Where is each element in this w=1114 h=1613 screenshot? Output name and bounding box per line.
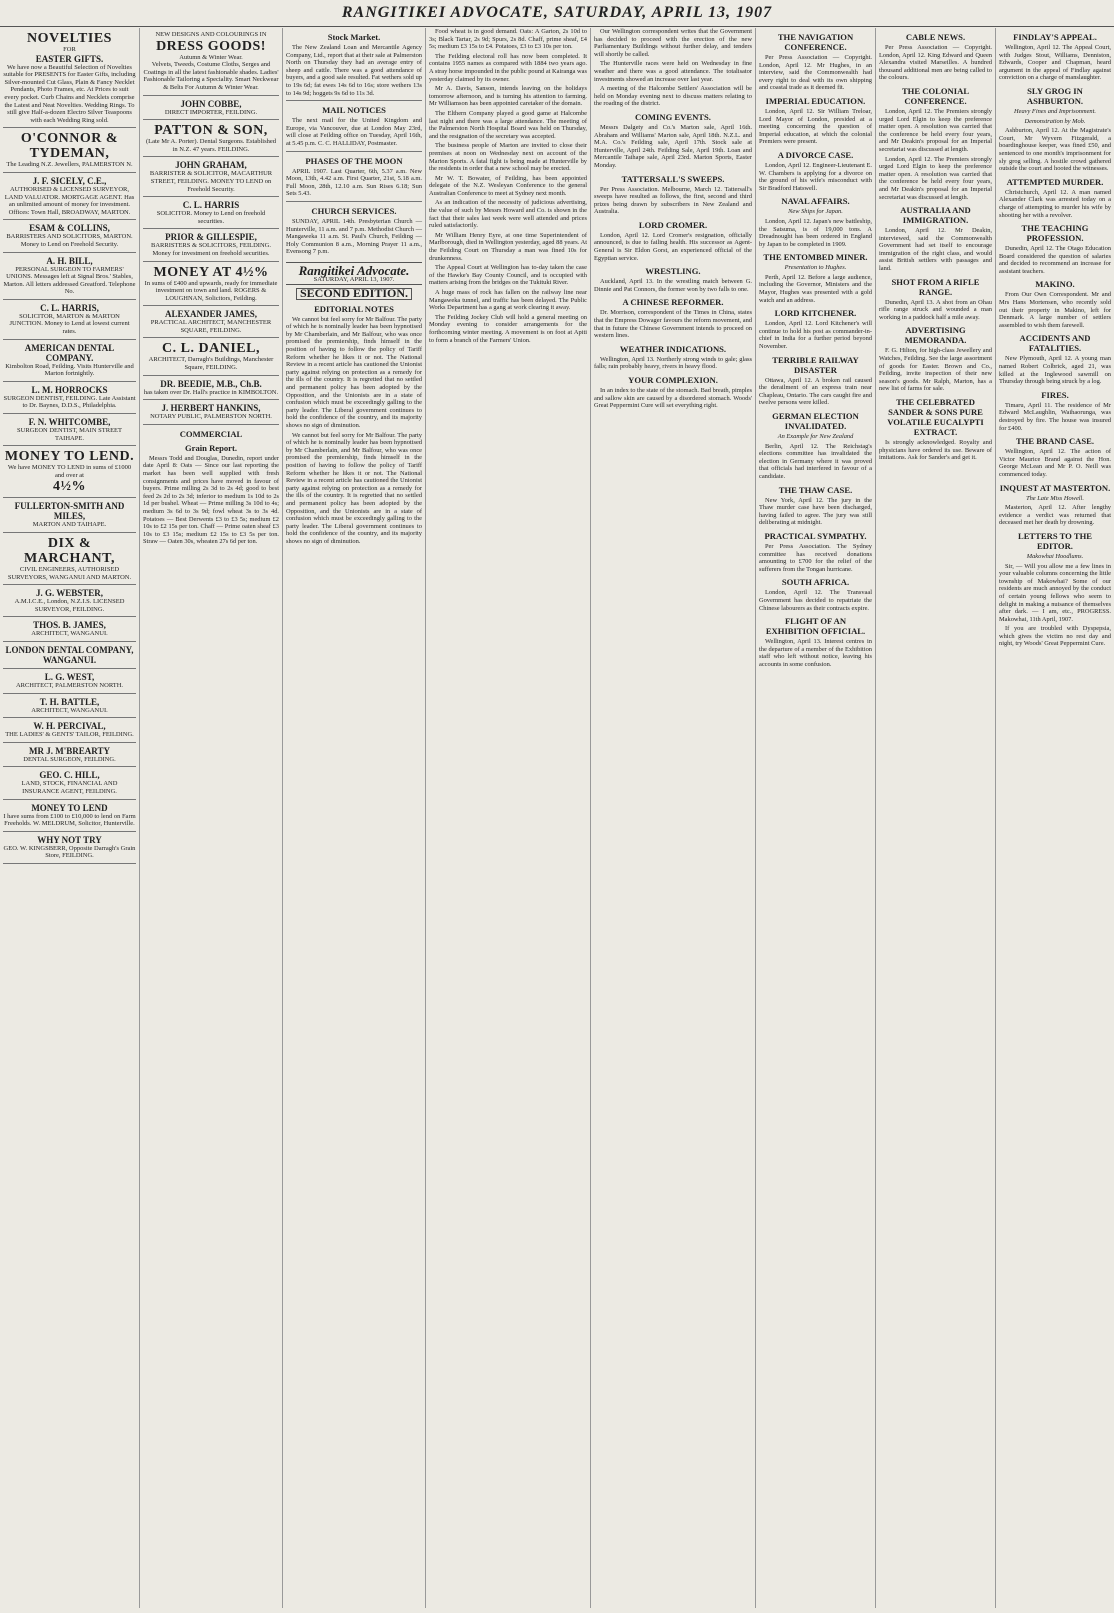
ad-west <box>3 669 136 694</box>
ad-title: J. F. SICELY, C.E., <box>32 175 107 186</box>
ad-body: The Leading N.Z. Jewellers, PALMERSTON N. <box>6 161 133 169</box>
ad-percival <box>3 718 136 743</box>
article-body: Per Press Association — Copyright. London, April 12. King Edward and Queen Alexandra visited Marseilles. A hundred thousand additional men are being called to the colours. <box>879 44 992 82</box>
section-heading: YOUR COMPLEXION. <box>628 375 718 385</box>
section-subheading: The Late Miss Howell. <box>1026 494 1084 502</box>
ad-title: LONDON DENTAL COMPANY, WANGANUI. <box>5 644 134 665</box>
newspaper-nameplate: Rangitikei Advocate. <box>286 262 422 275</box>
ad-title: A. H. BILL, <box>46 255 93 266</box>
ad-fullerton-smith <box>3 498 136 533</box>
column-5 <box>591 28 756 1608</box>
article-body: Mr William Henry Eyre, at one time Superintendent of Marlborough, died in Wellington yesterday, aged 88 years. At the Feilding Court on Thursday a man was fined 10s for drunkenness. <box>429 231 587 262</box>
section-heading: THE NAVIGATION CONFERENCE. <box>777 32 854 52</box>
ad-subtitle: FOR <box>63 46 76 53</box>
section-heading: THE ENTOMBED MINER. <box>763 252 868 263</box>
article-body: The Feilding Jockey Club will hold a general meeting on Monday evening to consider arrangements for the forthcoming winter meeting. A movement is on foot at Apiti to form a branch of the Farmers' Union. <box>429 313 587 344</box>
section-heading: ATTEMPTED MURDER. <box>1006 176 1104 187</box>
article-body: If you are troubled with Dyspepsia, which gives the victim no rest day and night, try Woods' Great Peppermint Cure. <box>999 625 1111 648</box>
divider <box>286 151 422 152</box>
masthead <box>0 0 1114 27</box>
section-heading: GERMAN ELECTION INVALIDATED. <box>772 411 859 431</box>
article-body: Christchurch, April 12. A man named Alexander Clark was arrested today on a charge of attempting to murder his wife by shooting her with a revolver. <box>999 188 1111 219</box>
section-subheading: An Example for New Zealand <box>777 433 854 440</box>
article-body: London, April 12. Lord Cromer's resignation, officially announced, is due to failing health. His successor as Agent-General is Sir Eldon Gorst, an experienced official of the Egyptian service. <box>594 231 752 262</box>
section-heading: INQUEST AT MASTERTON. <box>999 482 1111 493</box>
article-body: As an indication of the necessity of judicious advertising, the value of such by Messrs Howard and Co. is shown in the fact that their sales last week were well attended and prices ruled satisfactorily. <box>429 199 587 230</box>
ad-body: BARRISTERS & SOLICITORS, FEILDING. Money for investment on freehold securities. <box>151 242 271 257</box>
article-body: Messrs Dalgety and Co.'s Marton sale, April 16th. Abraham and Williams' Marton sale, April 18th. N.Z.L. and M.A. Co.'s Feilding sale, April 17th. Stock sale at Hunterville, April 24th. Feilding Sale, April 19th. Loan and Mercantile Taihape sale, April 23rd. Marton Sports, Easter Monday. <box>594 123 752 169</box>
ad-body: MARTON AND TAIHAPE. <box>32 521 107 529</box>
ad-beedie <box>143 376 279 401</box>
section-heading: MAKINO. <box>1035 279 1075 290</box>
article-body: Messrs Todd and Douglas, Dunedin, report under date April 8: Oats — Since our last reporting the market has been well supplied with fresh consignments and prices have moved in favour of buyers. Prime milling 2s 3d to 2s 4d; good to best feed 2s 2d to 2s 3d; inferior to medium 1s 10d to 2s 1d per bushel. Wheat — Prime milling 3s 10d to 4s; medium 3s 6d to 3s 9d; fowl wheat 3s to 3s 4d. Potatoes — Best Derwents £3 to £3 5s; medium £2 10s to £2 15s per ton. Chaff — Prime oaten sheaf £3 10s to £3 15s; medium £2 15s to £3 5s per ton. Straw — Oaten 30s, wheaten 27s 6d per ton. <box>143 454 279 546</box>
article-body: Masterton, April 12. After lengthy evidence a verdict was returned that deceased met her death by drowning. <box>999 504 1111 527</box>
section-heading: TATTERSALL'S SWEEPS. <box>621 173 725 184</box>
article-body: Mr W. T. Bowater, of Feilding, has been appointed delegate of the N.Z. Wesleyan Conference to the general Australian Conference to meet at Sydney next month. <box>429 174 587 197</box>
column-2 <box>140 28 283 1608</box>
article-body: Per Press Association. Melbourne, March 12. Tattersall's sweeps have resulted as follows, the first, second and third prizes being drawn by subscribers in New Zealand and Australia. <box>594 185 752 216</box>
article-body: Our Wellington correspondent writes that the Government has decided to proceed with the erection of the new Parliamentary Buildings without further delay, and tenders will shortly be called. <box>594 28 752 58</box>
article-body: Is strongly acknowledged. Royalty and physicians have ordered its use. Beware of imitations. Ask for Sander's and get it. <box>879 439 992 462</box>
ad-horrocks <box>3 382 136 414</box>
article-body: Auckland, April 13. In the wrestling match between G. Dinnie and Pat Connors, the former won by two falls to one. <box>594 278 752 293</box>
article-body: F. G. Hilton, for high-class Jewellery and Watches, Feilding. See the large assortment of goods for Easter. Brown and Co., Feilding, invite inspection of their new season's goods. Mr Ralph, Marton, has a new list of farms for sale. <box>879 347 992 393</box>
ad-dress-goods <box>143 28 279 96</box>
section-heading: CHURCH SERVICES. <box>311 205 397 216</box>
section-heading: WEATHER INDICATIONS. <box>619 343 727 354</box>
section-heading: FLIGHT OF AN EXHIBITION OFFICIAL. <box>765 616 866 637</box>
ad-body: BARRISTER & SOLICITOR, MACARTHUR STREET, FEILDING. MONEY TO LEND on Freehold Security. <box>149 170 273 193</box>
section-heading: THE TEACHING PROFESSION. <box>1021 223 1089 244</box>
article-body: Berlin, April 12. The Reichstag's elections committee has invalidated the election in Germany where it was proved that officials had interfered in favour of a candidate. <box>759 442 872 480</box>
section-heading: A DIVORCE CASE. <box>777 149 854 160</box>
ad-body: SURGEON DENTIST, MAIN STREET TAIHAPE. <box>17 427 122 442</box>
section-heading: EDITORIAL NOTES <box>314 303 394 314</box>
ad-title: C. L. HARRIS <box>182 200 240 211</box>
article-body: The business people of Marton are invited to close their premises at noon on Wednesday next on account of the Marton Sports. A fatal fight is being made at Hunterville by the residents in order that a new school may be erected. <box>429 142 587 173</box>
section-heading: CABLE NEWS. <box>905 32 966 42</box>
section-heading: FINDLAY'S APPEAL. <box>1013 32 1097 42</box>
ad-prior-gillespie <box>143 229 279 261</box>
article-body: SUNDAY, APRIL 14th. Presbyterian Church — Hunterville, 11 a.m. and 7 p.m. Methodist Church — Mangaweka 11 a.m. St. Paul's Church, Feilding — Holy Communion 8 a.m., Morning Prayer 11 a.m., Evensong 7 p.m. <box>286 217 422 256</box>
article-body: Wellington, April 12. The action of Victor Maurice Brand against the Hon. George McLean and Mr P. O. Neill was commenced today. <box>999 448 1111 478</box>
ad-body: LAND, STOCK, FINANCIAL AND INSURANCE AGENT, FEILDING. <box>21 780 118 795</box>
ad-title: C. L. DANIEL, <box>162 341 260 357</box>
section-heading: THE THAW CASE. <box>778 484 853 495</box>
section-subheading: Heavy Fines and Imprisonment. <box>1014 107 1096 115</box>
divider <box>286 201 422 202</box>
ad-title: W. H. PERCIVAL, <box>33 721 106 732</box>
dateline: SATURDAY, APRIL 13, 1907. <box>286 276 422 285</box>
ad-body: BARRISTERS AND SOLICITORS, MARTON. Money to Lend on Freehold Security. <box>6 233 133 248</box>
ad-london-dental <box>3 642 136 669</box>
ad-cobbe <box>143 96 279 121</box>
section-heading: ACCIDENTS AND FATALITIES. <box>1019 333 1091 354</box>
section-subheading: Makowhai Hoodlums. <box>1026 552 1084 560</box>
article-body: New Plymouth, April 12. A young man named Robert Colbrick, aged 21, was killed at the Inglewood sawmill on Thursday through being struck by a log. <box>999 355 1111 386</box>
ad-title: L. G. WEST, <box>44 671 95 682</box>
section-heading: PHASES OF THE MOON <box>305 155 403 166</box>
article-body: Mr A. Davis, Sanson, intends leaving on the holidays tomorrow afternoon, and is turning his attention to farming. Mr Williamson has been appointed caretaker of the domain. <box>429 85 587 108</box>
article-body: In an index to the state of the stomach. Bad breath, pimples and sallow skin are caused by a disordered stomach. Woods' Great Peppermint Cure will set everything right. <box>594 387 752 410</box>
article-body: London, April 12. The Transvaal Government has decided to repatriate the Chinese labourers as their contracts expire. <box>759 589 872 612</box>
divider <box>286 100 422 101</box>
ad-title: J. G. WEBSTER, <box>35 588 104 599</box>
ad-title: ALEXANDER JAMES, <box>164 309 257 320</box>
ad-money-at <box>143 262 279 307</box>
ad-body: In sums of £400 and upwards, ready for immediate investment on town and land. ROGERS & LOUGHNAN, Solicitors, Feilding. <box>144 279 278 302</box>
ad-title: AMERICAN DENTAL COMPANY. <box>24 342 115 363</box>
ad-meldrum <box>3 800 136 832</box>
article-body: London, April 12. Engineer-Lieutenant E. W. Chambers is applying for a divorce on the ground of his wife's misconduct with Sir Bradford Hatswell. <box>759 161 872 192</box>
article-body: Food wheat is in good demand. Oats: A Garton, 2s 10d to 3s; Black Tartar, 2s 9d; Spurs, 2s 8d. Chaff, prime sheaf, £4 5s; medium £3 15s to £4. Potatoes, £3 to £3 10s per ton. <box>429 28 587 51</box>
article-body: A huge mass of rock has fallen on the railway line near Mangaweka tunnel, and traffic has been delayed. The Public Works Department has a gang at work clearing it away. <box>429 289 587 312</box>
section-heading: COMING EVENTS. <box>635 111 711 122</box>
ad-title: DRESS GOODS! <box>156 38 266 54</box>
column-7 <box>876 28 996 1608</box>
article-body: Dunedin, April 12. The Otago Education Board considered the question of salaries and decided to recommend an increase for assistant teachers. <box>999 245 1111 275</box>
ad-patton <box>143 120 279 157</box>
section-heading: THE CELEBRATED SANDER & SONS PURE VOLATILE EUCALYPTI EXTRACT. <box>887 397 984 437</box>
article-body: London, April 12. Japan's new battleship, the Satsuma, is of 19,000 tons. A Dreadnought has been ordered in England by Japan to be completed in 1909. <box>759 217 872 248</box>
article-body: The Elthern Company played a good game at Halcombe last night and there was a large attendance. The meeting of the Palmerston North Hospital Board was held on Thursday, and the resignation of the secretary was accepted. <box>429 109 587 140</box>
ad-title: MR J. M'BREARTY <box>29 745 110 756</box>
ad-hill <box>3 767 136 799</box>
ad-james <box>3 617 136 642</box>
ad-title: NOVELTIES <box>27 31 112 46</box>
article-body: London, April 12. Lord Kitchener's will continue to hold his post as commander-in-chief in India for a further period beyond November. <box>759 320 872 351</box>
ad-novelties <box>3 28 136 128</box>
article-body: London, April 12. The Premiers strongly urged Lord Elgin to keep the preference matter open. A resolution was carried that the conference be held every four years, and Mr Deakin's proposal for an Imperial secretariat was discussed at length. <box>879 155 992 201</box>
ad-body: DIRECT IMPORTER, FEILDING. <box>164 108 258 116</box>
article-body: From Our Own Correspondent. Mr and Mrs Hans Mortensen, who recently sold out their property in Makino, left for Denmark. A large number of settlers assembled to wish them farewell. <box>999 291 1111 329</box>
ad-title: O'CONNOR & TYDEMAN, <box>20 131 119 162</box>
masthead-title: RANGITIKEI ADVOCATE, SATURDAY, APRIL 13, 1907 <box>341 4 773 21</box>
article-body: The Feilding electoral roll has now been completed. It contains 1955 names as compared with 1884 two years ago. A stray horse impounded in the public pound at Kairanga was yesterday claimed by its owner. <box>429 52 587 83</box>
ad-title: GEO. C. HILL, <box>39 770 100 781</box>
article-body: Wellington, April 12. The Appeal Court, with Judges Stout, Williams, Denniston, Edwards, Cooper and Chapman, heard argument in the appeal of Findlay against conviction on a charge of manslaughter. <box>999 44 1111 82</box>
ad-harris-2 <box>143 197 279 229</box>
ad-body: ARCHITECT, Darragh's Buildings, Manchester Square, FEILDING. <box>148 356 274 372</box>
ad-whitcombe <box>3 414 136 446</box>
ad-bill <box>3 253 136 300</box>
section-subheading: New Ships for Japan. <box>788 208 843 216</box>
ad-title: J. HERBERT HANKINS, <box>161 403 261 414</box>
section-heading: THE COLONIAL CONFERENCE. <box>901 85 970 106</box>
article-body: Wellington, April 13. Interest centres in the departure of a member of the Exhibition staff who left without notice, leaving his accounts in some confusion. <box>759 638 872 668</box>
ad-body: NOTARY PUBLIC, PALMERSTON NORTH. <box>150 413 272 421</box>
ad-oconnor <box>3 128 136 173</box>
ad-title: DIX & MARCHANT, <box>24 536 115 566</box>
ad-body: THE LADIES' & GENTS' TAILOR, FEILDING. <box>5 731 134 739</box>
ad-mbrearty <box>3 743 136 768</box>
ad-body: GEO. W. KINGSBERR, Opposite Darragh's Grain Store, FEILDING. <box>3 844 136 860</box>
article-body: New York, April 12. The jury in the Thaw murder case have been discharged, having failed to agree. The jury was still deliberating at midnight. <box>759 496 872 527</box>
article-body: We cannot but feel sorry for Mr Balfour. The party of which he is nominally leader has been hypnotised by Mr Chamberlain, and Mr Balfour, who was once promised the premiership, finds himself in the position of having to follow the policy of Tariff Reform whether he likes it or not. The National Review in a recent article has cautioned the Unionist party against relying on protection as a remedy for the ills of the country. It is regretted that no settled and permanent policy has been adopted by the Opposition, and the Unionists are in a state of confusion which must be exceedingly galling to the party leader. The Liberal government continues to hold the confidence of the country, and its majority shows no sign of diminution. <box>286 315 422 429</box>
article-body: Dunedin, April 13. A shot from an Ohau rifle range struck and wounded a man working in a paddock half a mile away. <box>879 298 992 321</box>
ad-body: has taken over Dr. Hall's practice in KIMBOLTON. <box>143 388 279 396</box>
ad-title: PATTON & SON, <box>154 123 268 139</box>
column-6 <box>756 28 876 1608</box>
article-body: Per Press Association. The Sydney committee has received donations amounting to £700 for the relief of the sufferers from the Tongan hurricane. <box>759 542 872 573</box>
article-body: The Hunterville races were held on Wednesday in fine weather and there was a good attendance. The totalisator investments showed an increase over last year. <box>594 60 752 83</box>
ad-title: T. H. BATTLE, <box>39 696 100 707</box>
ad-kingsberr <box>3 832 136 864</box>
section-heading: FIRES. <box>1041 389 1069 400</box>
article-body: Ottawa, April 12. A broken rail caused the derailment of an express train near Chapleau, Ontario. The cars caught fire and twelve persons were killed. <box>759 376 872 407</box>
section-heading: NAVAL AFFAIRS. <box>781 196 850 207</box>
ad-body: SURGEON DENTIST, FEILDING. Late Assistant to Dr. Baynes, D.D.S., Philadelphia. <box>3 394 136 410</box>
ad-body: CIVIL ENGINEERS, AUTHORISED SURVEYORS, WANGANUI AND MARTON. <box>7 566 132 581</box>
ad-graham <box>143 157 279 197</box>
article-body: The next mail for the United Kingdom and Europe, via Vancouver, due at London May 23rd, will close at Feilding office on Tuesday, April 16th, at 5.45 p.m. C. C. HALLIDAY, Postmaster. <box>286 117 422 147</box>
ad-sicely <box>3 173 136 220</box>
ad-body: Kimbolton Road, Feilding. Visits Hunterville and Marton fortnightly. <box>5 362 134 378</box>
article-body: Wellington, April 13. Northerly strong winds to gale; glass falls; rain probably heavy, rivers in heavy flood. <box>594 355 752 371</box>
ad-body: I have sums from £100 to £10,000 to lend on Farm Freeholds. W. MELDRUM, Solicitor, Hunterville. <box>3 812 136 828</box>
ad-harris <box>3 300 136 340</box>
ad-body: Velvets, Tweeds, Costume Cloths, Serges and Coatings in all the latest fashionable shades. Ladies' Fashionable Tailoring a Speciality. Smart Neckwear & Belts For Autumn & Winter Wear. <box>143 61 279 91</box>
section-heading: AUSTRALIA AND IMMIGRATION. <box>900 205 971 226</box>
ad-body: DENTAL SURGEON, FEILDING. <box>23 755 116 763</box>
section-heading: PRACTICAL SYMPATHY. <box>764 530 867 541</box>
article-body: A meeting of the Halcombe Settlers' Association will be held on Monday evening next to discuss matters relating to the roading of the district. <box>594 85 752 108</box>
article-body: Perth, April 12. Before a large audience, including the Governor, Ministers and the Mayor, Hughes was presented with a gold watch and an address. <box>759 273 872 304</box>
ad-body: SOLICITOR, MARTON & MARTON JUNCTION. Money to Lend at lowest current rates. <box>9 312 130 336</box>
article-body: Timaru, April 11. The residence of Mr Edward McLaughlin, Waihaorunga, was destroyed by fire. The house was insured for £400. <box>999 401 1111 432</box>
ad-body: AUTHORISED & LICENSED SURVEYOR, LAND VALUATOR. MORTGAGE AGENT. Has an unlimited amount of money for investment. Offices: Town Hall, BROADWAY, MARTON. <box>4 185 135 216</box>
section-heading: ADVERTISING MEMORANDA. <box>904 325 967 346</box>
ad-title: FULLERTON-SMITH AND MILES, <box>14 501 125 522</box>
article-heading: Grain Report. <box>184 442 238 453</box>
ad-title: THOS. B. JAMES, <box>33 620 106 631</box>
article-body: We cannot but feel sorry for Mr Balfour. The party of which he is nominally leader has been hypnotised by Mr Chamberlain, and Mr Balfour, who was once promised the premiership, finds himself in the position of having to follow the policy of Tariff Reform whether he likes it or not. The National Review in a recent article has cautioned the Unionist party against relying on protection as a remedy for the ills of the country. It is regretted that no settled and permanent policy has been adopted by the Opposition, and the Unionists are in a state of confusion which must be exceedingly galling to the party leader. The Liberal government continues to hold the confidence of the country, and its majority shows no sign of diminution. <box>286 431 422 545</box>
article-body: London, April 12. Mr Deakin, interviewed, said the Commonwealth Government had set itself to encourage immigration of the right class, and would assist British settlers with passages and land. <box>879 227 992 273</box>
article-body: The New Zealand Loan and Mercantile Agency Company, Ltd., report that at their sale at Palmerston North on Thursday they had an average entry of sheep and cattle. There was a good attendance of buyers, and a good sale resulted. Fat wethers sold up to 19s 6d; fat ewes 14s 6d to 16s; store wethers 13s to 14s 9d; hoggets 9s 6d to 11s 3d. <box>286 44 422 97</box>
article-body: APRIL 1907. Last Quarter, 6th, 5.37 a.m. New Moon, 13th, 4.42 a.m. First Quarter, 21st, 5.18 a.m. Full Moon, 28th, 12.10 a.m. Sun Rises 6.18; Sun Sets 5.43. <box>286 167 422 198</box>
column-3 <box>283 28 426 1608</box>
article-body: Sir, — Will you allow me a few lines in your valuable columns concerning the little township of Makowhai? Some of our residents are much annoyed by the conduct of certain young fellows who seem to delight in making a nuisance of themselves after dark. — I am, etc., PROGRESS. Makowhai, 11th April, 1907. <box>999 562 1111 623</box>
ad-title: NEW DESIGNS AND COLOURINGS IN <box>155 31 267 38</box>
ad-body: SOLICITOR. Money to Lend on freehold securities. <box>156 210 266 225</box>
ad-title: MONEY TO LEND. <box>4 449 135 465</box>
ad-title: L. M. HORROCKS <box>31 384 108 395</box>
column-1 <box>0 28 140 1608</box>
ad-money-to-lend <box>3 446 136 498</box>
edition-banner: SECOND EDITION. <box>296 288 412 300</box>
ad-body: PRACTICAL ARCHITECT, MANCHESTER SQUARE, FEILDING. <box>150 319 272 334</box>
article-body: London, April 12. Sir William Treloar, Lord Mayor of London, presided at a meeting concerning the question of Imperial education, at which the colonial Premiers were present. <box>759 107 872 146</box>
section-heading: SHOT FROM A RIFLE RANGE. <box>891 276 980 297</box>
ad-alexander-james <box>143 306 279 338</box>
section-heading: A CHINESE REFORMER. <box>622 297 724 308</box>
ad-body: We have now a Beautiful Selection of Novelties suitable for PRESENTS for Easter Gifts, including Silver-mounted Cut Glass, Plain & Fancy Necklet Pendants, Photo Frames, etc. At Prices to suit every pocket. Curb Chains and Necklets comprise the Latest and Neat Novelties. Wedding Rings. To still give Half-a-dozen Electro Silver Teaspoons with each Wedding Ring sold. <box>3 63 136 124</box>
section-heading: COMMERCIAL <box>179 428 243 439</box>
ad-title: JOHN COBBE, <box>180 98 242 109</box>
ad-body: A.M.I.C.E., London, N.Z.I.S. LICENSED SURVEYOR, FEILDING. <box>14 598 125 613</box>
ad-title: F. N. WHITCOMBE, <box>28 417 111 428</box>
ad-hankins <box>143 400 279 425</box>
section-heading: MAIL NOTICES <box>322 105 386 116</box>
article-heading: Stock Market. <box>327 32 381 42</box>
article-body: Ashburton, April 12. At the Magistrate's Court, Mr Wyvern Fitzgerald, a boardinghouse keeper, was fined £50, and sentenced to one month's imprisonment for sly grog selling. A hostile crowd gathered outside the court and hooted the witnesses. <box>999 127 1111 173</box>
section-heading: IMPERIAL EDUCATION. <box>765 95 866 106</box>
interest-rate: 4½% <box>53 479 86 495</box>
column-8 <box>996 28 1114 1608</box>
article-body: London, April 12. The Premiers strongly urged Lord Elgin to keep the preference matter open. A resolution was carried that the conference be held every four years, and Mr Deakin's proposal for an Imperial secretariat was discussed at length. <box>879 107 992 153</box>
article-body: Dr. Morrison, correspondent of the Times in China, states that the Empress Dowager favours the reform movement, and that in future the Chinese Government intends to proceed on western lines. <box>594 309 752 340</box>
ad-body: (Late Mr A. Porter). Dental Surgeons. Established in N.Z. 47 years. FEILDING. <box>145 138 277 153</box>
ad-body: ARCHITECT, WANGANUI. <box>31 706 108 714</box>
ad-title: EASTER GIFTS. <box>35 53 104 64</box>
ad-body: PERSONAL SURGEON TO FARMERS' UNIONS. Messages left at Signal Bros.' Stables, Marton. All letters addressed Greatford. Telephone No. <box>3 265 136 296</box>
ad-subtitle: Autumn & Winter Wear. <box>179 53 243 61</box>
section-subheading: Presentation to Hughes. <box>784 264 847 272</box>
section-heading: WRESTLING. <box>645 266 701 277</box>
column-4 <box>426 28 591 1608</box>
ad-body: ARCHITECT, PALMERSTON NORTH. <box>15 681 124 689</box>
ad-daniel <box>143 338 279 375</box>
section-heading: SOUTH AFRICA. <box>781 577 850 588</box>
section-heading: TERRIBLE RAILWAY DISASTER <box>772 354 859 375</box>
ad-esam-collins <box>3 220 136 252</box>
ad-american-dental <box>3 340 136 382</box>
article-body: The Appeal Court at Wellington has to-day taken the case of the Hawke's Bay County Council, and is occupied with matters arising from the bridges on the Tukituki River. <box>429 264 587 287</box>
ad-title: DR. BEEDIE, M.B., Ch.B. <box>160 378 262 389</box>
section-heading: LORD KITCHENER. <box>774 308 857 319</box>
section-heading: LORD CROMER. <box>638 219 708 230</box>
ad-title: PRIOR & GILLESPIE, <box>165 232 257 243</box>
ad-title: JOHN GRAHAM, <box>175 160 247 171</box>
ad-title: MONEY AT 4½% <box>153 264 269 280</box>
ad-body: We have MONEY TO LEND in sums of £1000 and over at <box>7 464 132 479</box>
section-heading: LETTERS TO THE EDITOR. <box>1017 530 1093 551</box>
section-subheading: Demonstration by Mob. <box>1024 117 1086 125</box>
ad-body: ARCHITECT, WANGANUI. <box>31 630 108 638</box>
section-heading: THE BRAND CASE. <box>1015 436 1095 447</box>
ad-title: ESAM & COLLINS, <box>29 223 110 234</box>
ad-battle <box>3 694 136 719</box>
ad-title: C. L. HARRIS, <box>40 302 99 313</box>
ad-title: WHY NOT TRY <box>37 834 102 845</box>
section-heading: SLY GROG IN ASHBURTON. <box>1026 85 1084 106</box>
ad-webster <box>3 585 136 617</box>
article-body: Per Press Association — Copyright. London, April 12. Mr Hughes, in an interview, said the Commonwealth had every right to deal with its own shipping and coastal trade as it deemed fit. <box>759 54 872 92</box>
ad-dix-marchant <box>3 533 136 585</box>
ad-title: MONEY TO LEND <box>31 802 108 813</box>
